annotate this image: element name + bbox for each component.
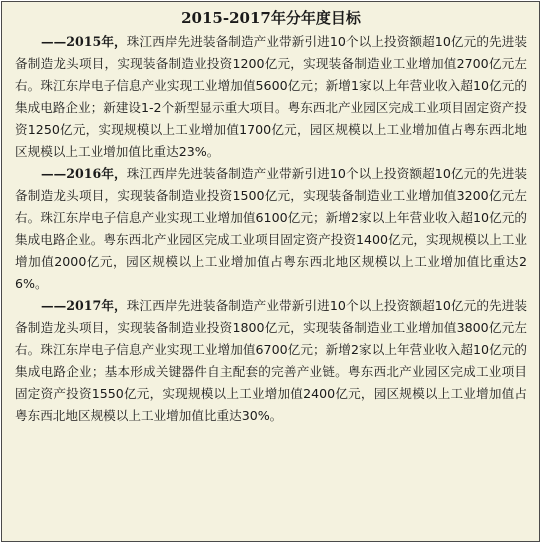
paragraph-text-2015: 珠江西岸先进装备制造产业带新引进10个以上投资额超10亿元的先进装备制造龙头项目，实现装备制造业投资1200亿元，实现装备制造业工业增加值2700亿元左右。珠江东岸电子信息产业实现工业增加值5600亿元；新增1家以上年营业收入超10亿元的集成电路企业；新建设1-2个新型显示重大项目。粤东西北产业园区完成工业项目固定资产投资1250亿元，实现规模以上工业增加值1700亿元，园区规模以上工业增加值占粤东西北地区规模以上工业增加值比重达23%。 [15, 34, 527, 159]
paragraph-lead-2016: ——2016年， [41, 166, 127, 181]
paragraph-2016 [15, 163, 527, 295]
paragraph-lead-2015: ——2015年， [41, 34, 127, 49]
document-title: 2015-2017年分年度目标 [181, 9, 361, 27]
paragraph-text-2016: 珠江西岸先进装备制造产业带新引进10个以上投资额超10亿元的先进装备制造龙头项目，实现装备制造业投资1500亿元，实现装备制造业工业增加值3200亿元左右。珠江东岸电子信息产业实现工业增加值6100亿元；新增2家以上年营业收入超10亿元的集成电路企业。粤东西北产业园区完成工业项目固定资产投资1400亿元，实现规模以上工业增加值2000亿元，园区规模以上工业增加值占粤东西北地区规模以上工业增加值比重达26%。 [15, 166, 527, 291]
paragraph-2015 [15, 31, 527, 163]
paragraph-text-2017: 珠江西岸先进装备制造产业带新引进10个以上投资额超10亿元的先进装备制造龙头项目，实现装备制造业投资1800亿元，实现装备制造业工业增加值3800亿元左右。珠江东岸电子信息产业实现工业增加值6700亿元；新增2家以上年营业收入超10亿元的集成电路企业；基本形成关键器件自主配套的完善产业链。粤东西北产业园区完成工业项目固定资产投资1550亿元，实现规模以上工业增加值2400亿元，园区规模以上工业增加值占粤东西北地区规模以上工业增加值比重达30%。 [15, 298, 527, 423]
document-box [1, 1, 540, 542]
paragraph-2017 [15, 295, 527, 427]
paragraph-lead-2017: ——2017年， [41, 298, 127, 313]
